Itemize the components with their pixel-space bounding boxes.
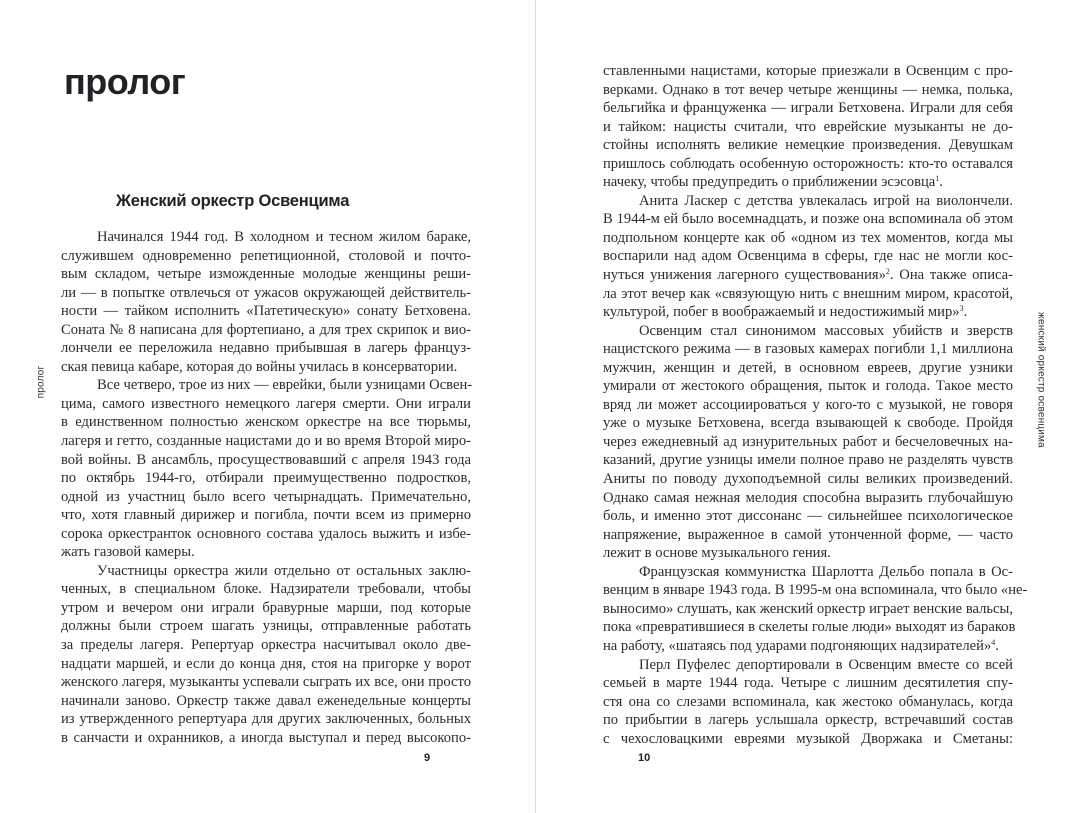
text-line: пришлось соблюдать особенную осторожность: кто-то оставался bbox=[603, 155, 1013, 172]
text-line: венцим в январе 1943 года. В 1995-м она вспоминала, что было «не- bbox=[603, 582, 1028, 599]
text-line: пока «превратившиеся в скелеты голые люди» выходят из бараков bbox=[603, 619, 1016, 636]
footnote-marker[interactable]: 4 bbox=[991, 637, 996, 647]
text-line: выносимо» слушать, как женский оркестр играет венские вальсы, bbox=[603, 600, 1013, 617]
section-title: Женский оркестр Освенцима bbox=[116, 192, 350, 210]
text-line: боль, и именно этот диссонанс — сильнейшее психологическое bbox=[603, 508, 1013, 525]
text-line: ченных, в специальном блоке. Надзиратели требовали, чтобы bbox=[61, 581, 471, 598]
text-line: Однако самая нежная мелодия способна выразить глубочайшую bbox=[603, 489, 1013, 506]
text-line: из утвержденного репертуара для других заключенных, больных bbox=[61, 711, 471, 728]
text-line: умирали от жестокого обращения, пыток и голода. Такое место bbox=[603, 378, 1013, 395]
text-line: верками. Однако в тот вечер четыре женщины — немка, полька, bbox=[603, 81, 1013, 98]
text-line: лончели ее переложила недавно прибывшая в лагерь француз- bbox=[61, 340, 471, 357]
text-line: ставленными нацистами, которые приезжали в Освенцим с про- bbox=[603, 63, 1013, 79]
page-number-right: 10 bbox=[638, 752, 651, 764]
text-line: на работу, «шатаясь под ударами подгоняющих надзирателей»$^4$. bbox=[603, 637, 999, 654]
text-line: в единственном полностью женском оркестре на все тюрьмы, bbox=[61, 414, 471, 431]
footnote-marker[interactable]: 2 bbox=[885, 267, 890, 277]
footnote-marker[interactable]: 3 bbox=[959, 304, 964, 314]
text-line: за пределы лагеря. Репертуар оркестра насчитывал около две- bbox=[61, 637, 471, 654]
text-line: по октябрь 1944-го, отбирали преимущественно подростков, bbox=[61, 470, 471, 487]
text-line: Французская коммунистка Шарлотта Дельбо попала в Ос- bbox=[639, 563, 1013, 580]
text-line: одной из участниц было всего четырнадцать. Примечательно, bbox=[61, 488, 471, 505]
chapter-title: пролог bbox=[64, 61, 186, 102]
text-line: утром и вечером они играли бравурные марши, под которые bbox=[61, 599, 471, 616]
text-line: мужчин, женщин и детей, в основном евреев, другие узники bbox=[603, 359, 1013, 376]
text-line: нацистского режима — в газовых камерах погибли 1,1 миллиона bbox=[603, 341, 1013, 358]
page-number-left: 9 bbox=[424, 752, 431, 764]
text-line: служившем одновременно репетиционной, столовой и почто- bbox=[61, 247, 471, 264]
text-line: женского лагеря, музыканты успевали сыграть их все, они просто bbox=[61, 674, 471, 691]
footnote-marker[interactable]: 1 bbox=[935, 174, 940, 184]
text-line: начинали заново. Оркестр также давал еженедельные концерты bbox=[61, 692, 471, 709]
text-line: Начинался 1944 год. В холодном и тесном жилом бараке, bbox=[97, 229, 471, 245]
text-line: ли — в попытке отвлечься от ужасов окружающей действитель- bbox=[61, 284, 471, 301]
text-line: Анита Ласкер с детства увлекалась игрой на виолончели. bbox=[639, 192, 1013, 209]
text-line: ская певица кабаре, которая до войны училась в консерватории. bbox=[61, 358, 458, 375]
text-line: жать газовой камеры. bbox=[61, 544, 195, 561]
text-line: цима, самого известного немецкого лагеря смерти. Они играли bbox=[61, 395, 471, 412]
text-line: Все четверо, трое из них — еврейки, были узницами Освен- bbox=[97, 377, 473, 394]
text-line: семьей в марте 1944 года. Четыре с лишним десятилетия спу- bbox=[603, 675, 1013, 692]
text-line: Аниты по поводу духоподъемной силы великих произведений. bbox=[603, 471, 1013, 488]
text-line: по прибытии в лагерь услышала оркестр, встречавший состав bbox=[603, 712, 1013, 729]
text-line: Соната № 8 написана для фортепиано, а для трех скрипок и вио- bbox=[61, 321, 471, 338]
text-line: культурой, побег в воображаемый и недостижимый мир»$^3$. bbox=[603, 304, 968, 321]
text-line: стойны исполнять великие немецкие произведения. Девушкам bbox=[603, 137, 1013, 154]
text-line: Перл Пуфелес депортировали в Освенцим вместе со всей bbox=[639, 656, 1013, 673]
text-line: и тайком: нацисты считали, что еврейские музыканты не до- bbox=[603, 118, 1013, 135]
text-line: начеку, чтобы предупредить о приближении эсэсовца$^1$. bbox=[603, 174, 943, 191]
text-line: лагеря и гетто, созданные нацистами до и во время Второй миро- bbox=[61, 433, 471, 450]
text-line: вой войны. В ансамбль, просуществовавший с апреля 1943 года bbox=[61, 451, 471, 468]
text-line: напряжение, выраженное в самой утонченной форме, — часто bbox=[603, 526, 1013, 543]
right-body-text bbox=[603, 62, 1028, 748]
text-line: В 1944-м ей было восемнадцать, и позже она вспоминала об этом bbox=[603, 211, 1013, 228]
text-line: лежит в основе музыкального гения. bbox=[603, 545, 831, 562]
text-line: ности — тайком исполнить «Патетическую» сонату Бетховена. bbox=[61, 303, 471, 320]
text-line: уже о музыке Бетховена, всегда взывающей к свободе. Пройдя bbox=[603, 415, 1013, 432]
text-line: бельгийка и француженка — играли Бетховена. Играли для себя bbox=[603, 100, 1013, 117]
text-line: Участницы оркестра жили отдельно от остальных заклю- bbox=[97, 562, 471, 579]
running-head-right: женский оркестр освенцима bbox=[1035, 312, 1047, 448]
text-line: через ежедневный ад изнурительных работ и бесчеловечных на- bbox=[603, 433, 1013, 450]
text-line: с чехословацкими евреями музыкой Дворжака и Сметаны: bbox=[603, 730, 1013, 747]
text-line: воспарили над адом Освенцима в сферы, где нас не могли кос- bbox=[603, 248, 1013, 265]
text-line: казаний, другие узницы имели полное право не разделять чувств bbox=[603, 452, 1013, 469]
text-line: должны были строем шагать узницы, отправленные работать bbox=[61, 618, 471, 635]
text-line: в санчасти и охранников, а иногда выступал и перед высокопо- bbox=[61, 729, 471, 746]
text-line: что, хотя главный дирижер и погибла, почти всем из примерно bbox=[61, 507, 471, 524]
text-line: вряд ли может ассоциироваться у кого-то с музыкой, не говоря bbox=[603, 396, 1013, 413]
text-line: вым складом, четыре изможденные молодые женщины реши- bbox=[61, 266, 471, 283]
text-line: стя она со слезами вспоминала, как жестоко обманулась, когда bbox=[603, 693, 1013, 710]
text-line: подпольном концерте как об «одном из тех моментов, когда мы bbox=[603, 229, 1013, 246]
running-head-left: пролог bbox=[35, 365, 47, 399]
text-line: нуться унижения лагерного существования»$^2$. Она также описа- bbox=[603, 267, 1014, 284]
text-line: ла этот вечер как «связующую нить с внешним миром, красотой, bbox=[603, 285, 1013, 302]
text-line: надцати маршей, и если до конца дня, стоя на пригорке у ворот bbox=[61, 655, 471, 672]
text-line: Освенцим стал синонимом массовых убийств и зверств bbox=[639, 322, 1013, 339]
text-line: сорока оркестранток основного состава удалось выжить и избе- bbox=[61, 525, 471, 542]
